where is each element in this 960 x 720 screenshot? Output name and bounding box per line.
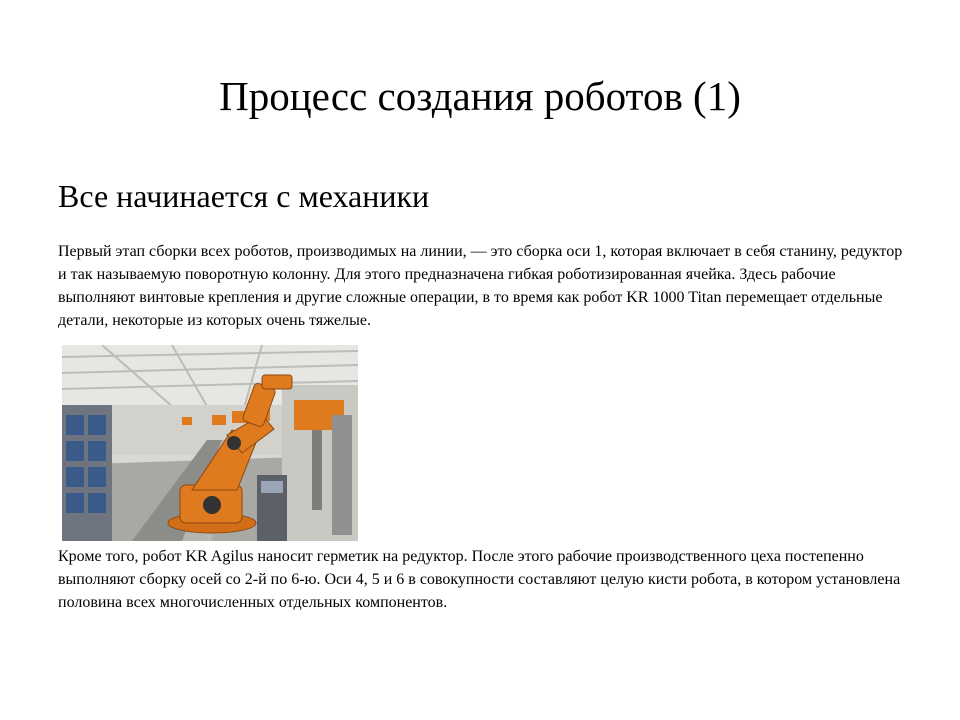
paragraph-intro: Первый этап сборки всех роботов, производимых на линии, — это сборка оси 1, которая включает в себя станину, редуктор и так называемую поворотную колонну. Для этого предназначена гибкая роботизированная ячейка. Здесь рабочие выполняют винтовые крепления и другие сложные операции, в то время как робот KR 1000 Titan перемещает отдельные детали, некоторые из которых очень тяжелые. [58, 243, 903, 329]
slide-title: Процесс создания роботов (1) [219, 73, 741, 119]
factory-robot-photo [62, 345, 358, 541]
section-heading: Все начинается с механики [58, 178, 430, 214]
paragraph-assembly: Кроме того, робот KR Agilus наносит герметик на редуктор. После этого рабочие производственного цеха постепенно выполняют сборку осей со 2-й по 6-ю. Оси 4, 5 и 6 в совокупности составляют целую кисти робота, в котором установлена половина всех многочисленных отдельных компонентов. [58, 548, 901, 611]
